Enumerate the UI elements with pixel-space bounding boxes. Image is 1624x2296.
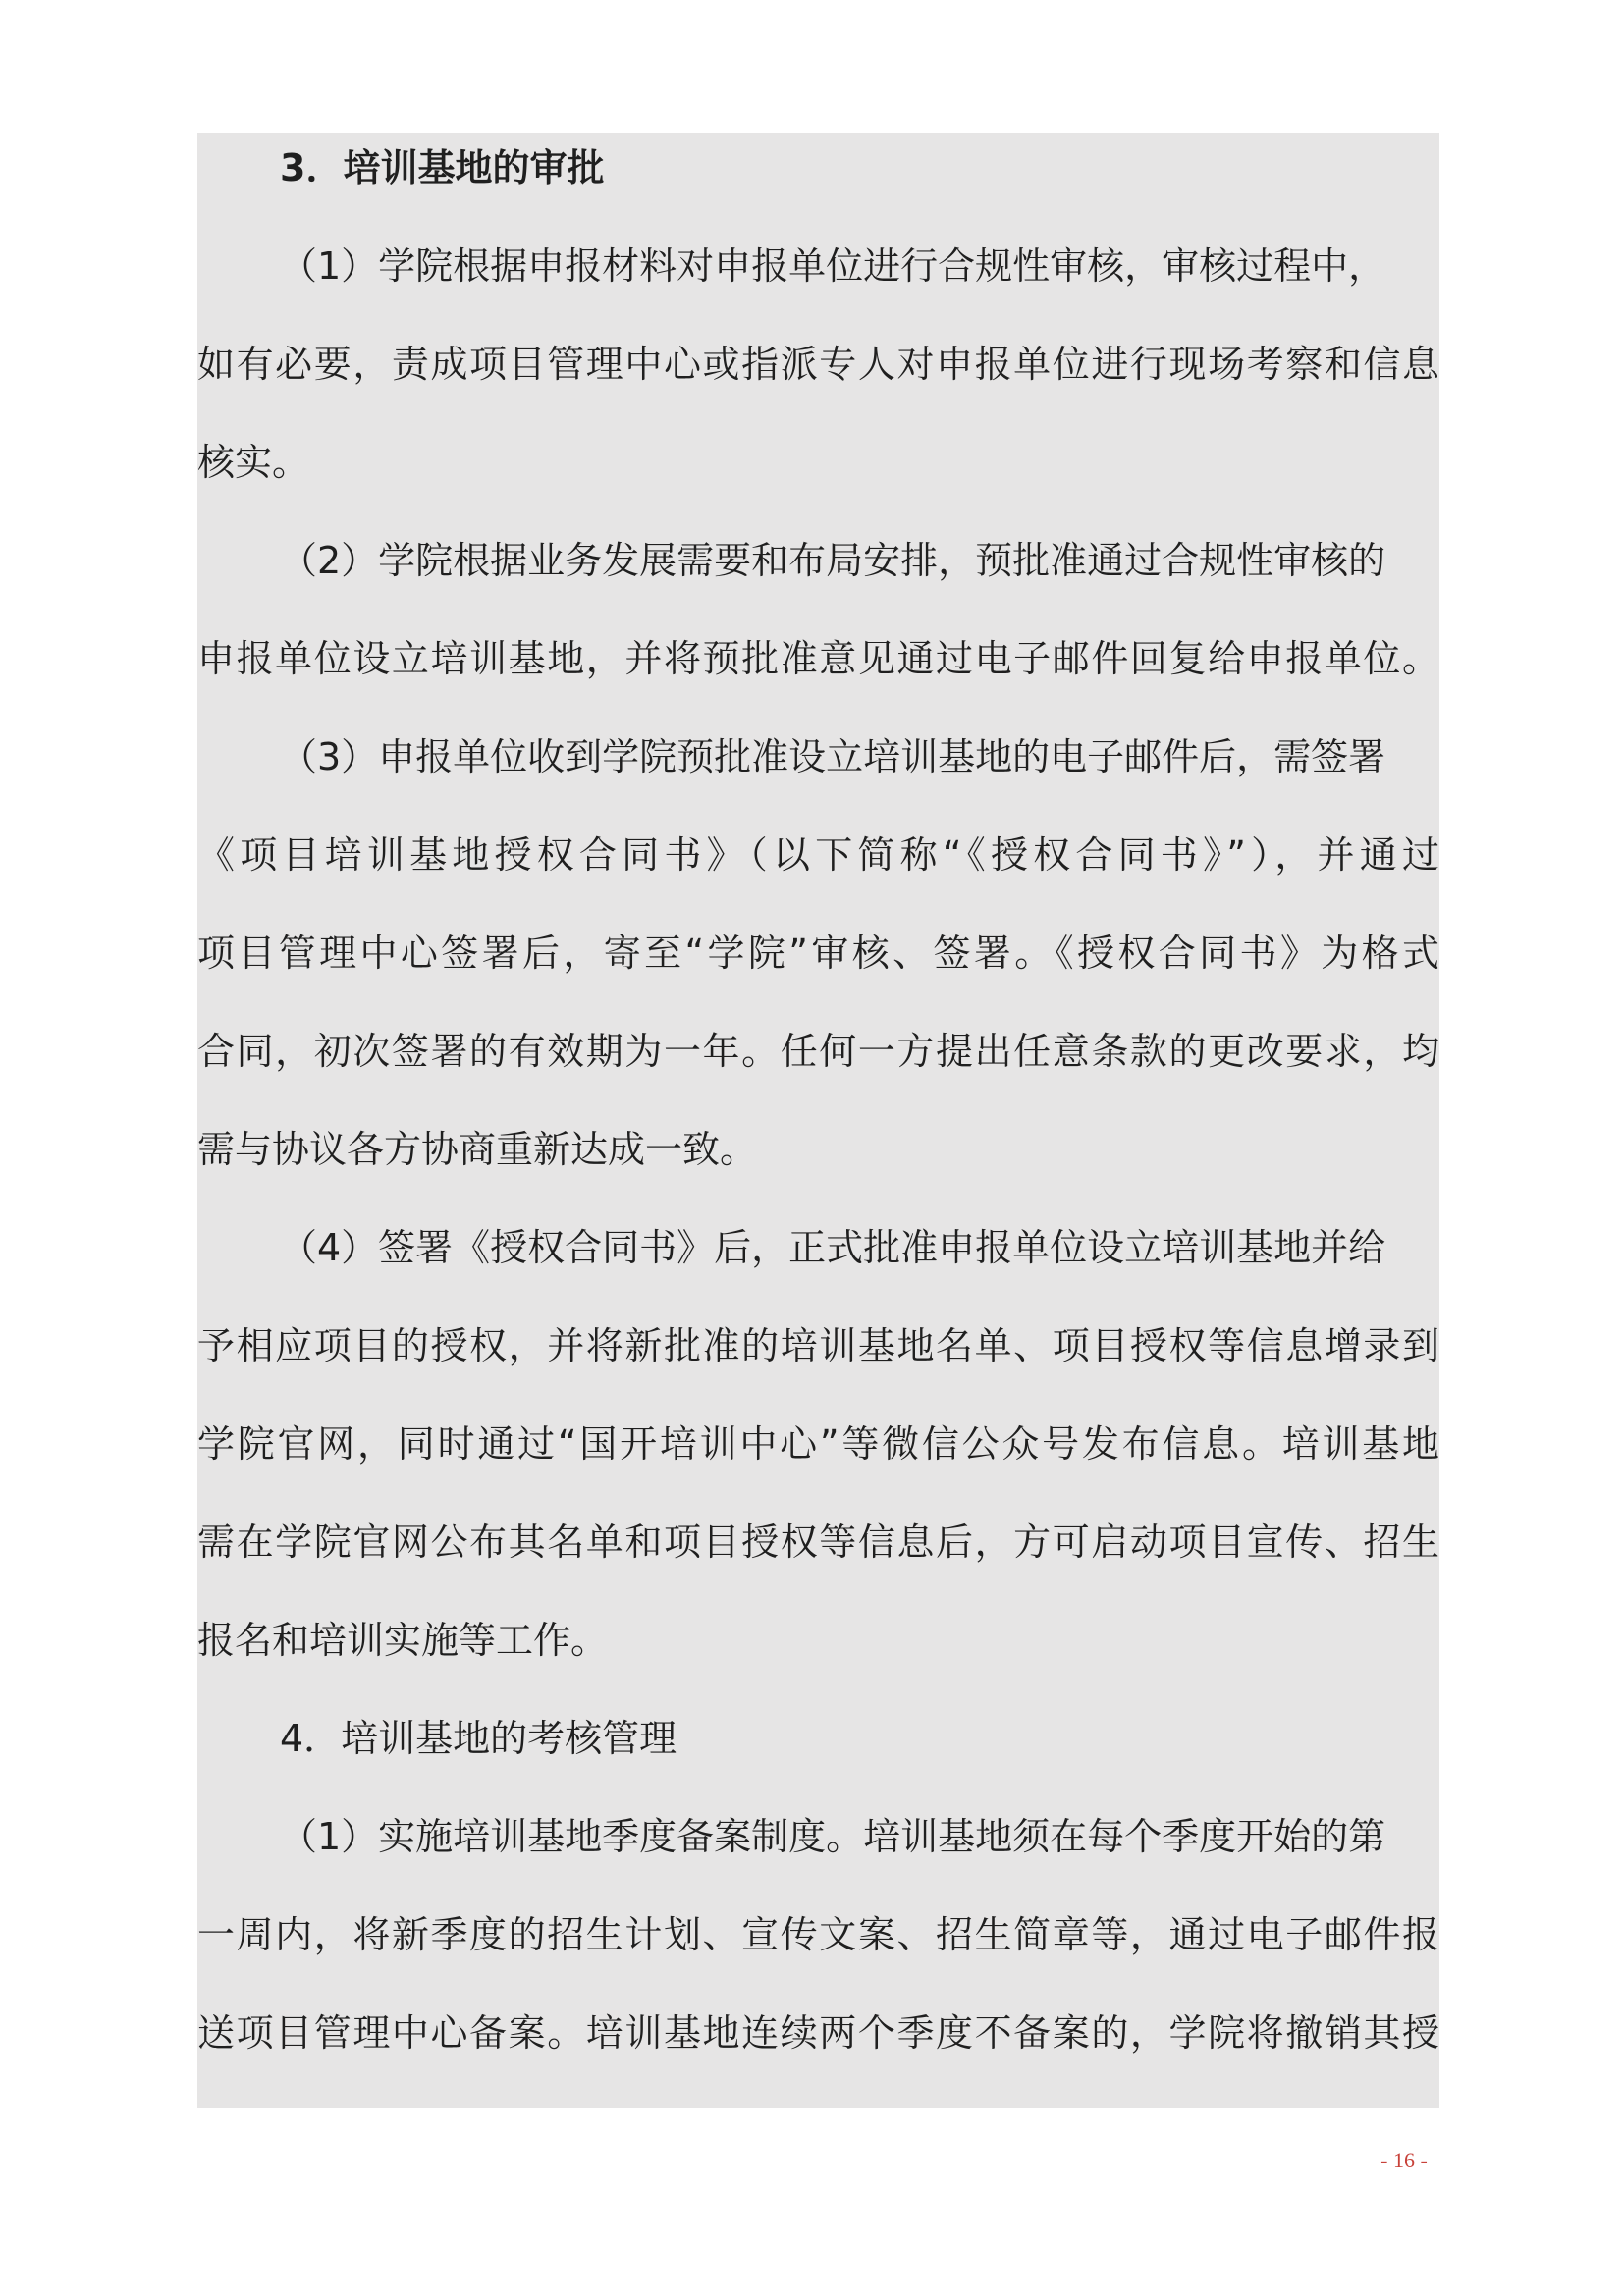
paragraph-line: 送项目管理中心备案。培训基地连续两个季度不备案的，学院将撤销其授: [197, 2011, 1439, 2055]
section-heading: 3．培训基地的审批: [280, 146, 605, 189]
paragraph-line: 一周内，将新季度的招生计划、宣传文案、招生简章等，通过电子邮件报: [197, 1913, 1439, 1956]
paragraph-line: 报名和培训实施等工作。: [197, 1619, 609, 1662]
paragraph-line: （1）学院根据申报材料对申报单位进行合规性审核，审核过程中，: [280, 244, 1386, 288]
paragraph-line: （1）实施培训基地季度备案制度。培训基地须在每个季度开始的第: [280, 1815, 1386, 1858]
section-heading: 4．培训基地的考核管理: [280, 1717, 677, 1760]
page-number: - 16 -: [1380, 2148, 1428, 2172]
paragraph-line: 合同，初次签署的有效期为一年。任何一方提出任意条款的更改要求，均: [197, 1030, 1439, 1073]
paragraph-line: （4）签署《授权合同书》后，正式批准申报单位设立培训基地并给: [280, 1226, 1386, 1269]
paragraph-line: 《项目培训基地授权合同书》（以下简称“《授权合同书》”），并通过: [197, 833, 1439, 877]
paragraph-line: 申报单位设立培训基地，并将预批准意见通过电子邮件回复给申报单位。: [197, 637, 1439, 680]
paragraph-line: 需在学院官网公布其名单和项目授权等信息后，方可启动项目宣传、招生: [197, 1521, 1439, 1564]
paragraph-line: 核实。: [197, 441, 310, 484]
paragraph-line: 予相应项目的授权，并将新批准的培训基地名单、项目授权等信息增录到: [197, 1324, 1439, 1367]
paragraph-line: （3）申报单位收到学院预批准设立培训基地的电子邮件后，需签署: [280, 735, 1386, 778]
paragraph-line: 学院官网，同时通过“国开培训中心”等微信公众号发布信息。培训基地: [197, 1422, 1439, 1466]
paragraph-line: 需与协议各方协商重新达成一致。: [197, 1128, 758, 1171]
paragraph-line: 如有必要，责成项目管理中心或指派专人对申报单位进行现场考察和信息: [197, 343, 1439, 386]
paragraph-line: （2）学院根据业务发展需要和布局安排，预批准通过合规性审核的: [280, 539, 1386, 582]
paragraph-line: 项目管理中心签署后，寄至“学院”审核、签署。《授权合同书》为格式: [197, 932, 1439, 975]
